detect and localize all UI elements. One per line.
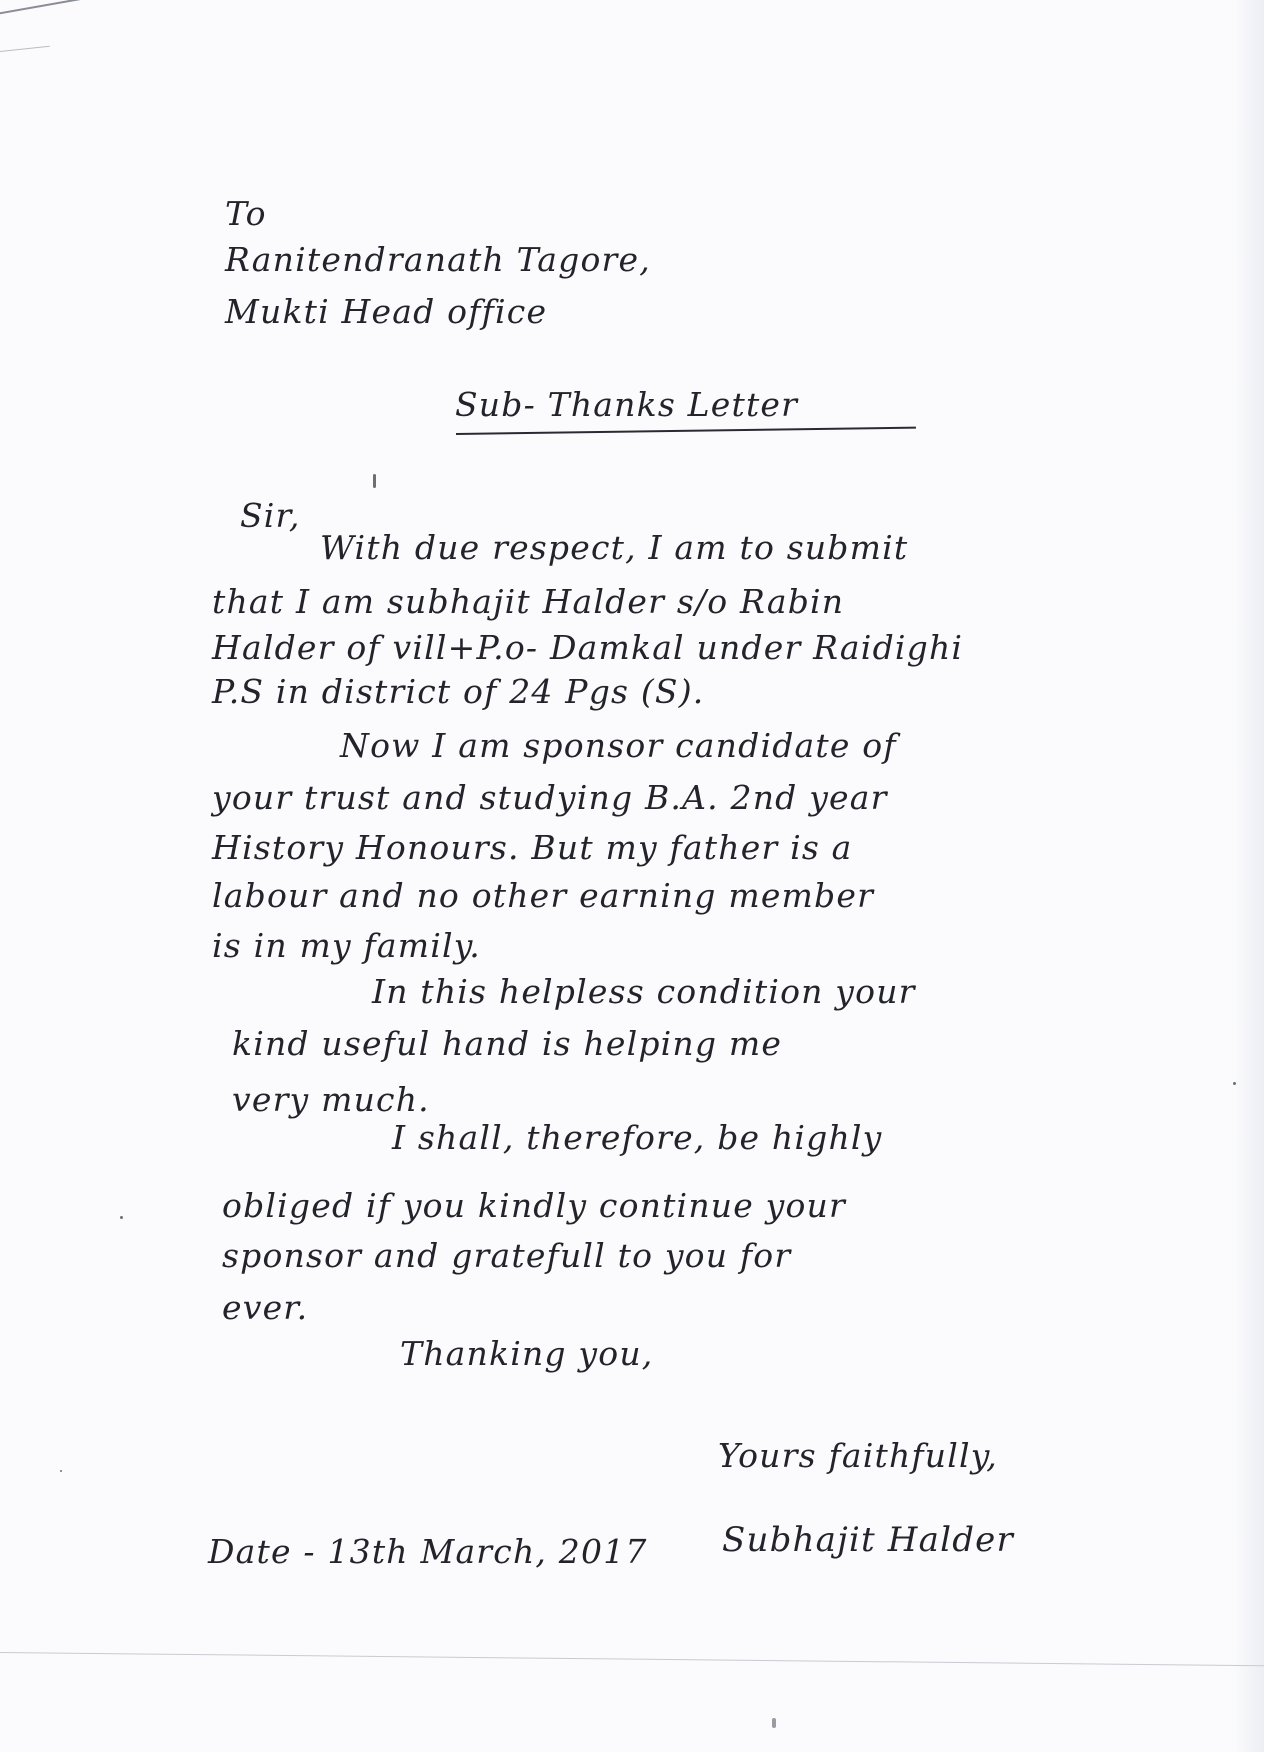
body-line: I shall, therefore, be highly <box>392 1118 883 1157</box>
ink-speck <box>120 1216 123 1219</box>
closing-line: Yours faithfully, <box>718 1436 998 1475</box>
thanking-line: Thanking you, <box>400 1334 654 1373</box>
subject-underline <box>456 427 916 435</box>
signature: Subhajit Halder <box>722 1520 1014 1560</box>
body-line: Now I am sponsor candidate of <box>340 726 897 765</box>
addressee-to: To <box>225 194 267 233</box>
body-line: In this helpless condition your <box>372 972 916 1011</box>
ink-speck <box>1233 1082 1236 1085</box>
body-line: P.S in district of 24 Pgs (S). <box>212 672 705 711</box>
body-line: very much. <box>232 1080 430 1119</box>
body-line: is in my family. <box>212 926 481 965</box>
body-line: ever. <box>222 1288 309 1327</box>
ink-speck <box>772 1718 776 1728</box>
paper-edge-shadow <box>1234 0 1264 1752</box>
body-line: kind useful hand is helping me <box>232 1024 783 1063</box>
letter-date: Date - 13th March, 2017 <box>208 1532 648 1571</box>
body-line: sponsor and gratefull to you for <box>222 1236 792 1275</box>
ink-speck <box>60 1470 62 1472</box>
paper-crease-top <box>0 0 197 16</box>
paper-crease-bottom <box>0 1652 1264 1666</box>
body-line: History Honours. But my father is a <box>212 828 853 867</box>
body-line: that I am subhajit Halder s/o Rabin <box>212 582 845 621</box>
body-line: With due respect, I am to submit <box>320 528 909 567</box>
paper-crease-top-small <box>0 46 50 53</box>
body-line: your trust and studying B.A. 2nd year <box>212 778 888 817</box>
body-line: Halder of vill+P.o- Damkal under Raidighi <box>212 628 964 667</box>
body-line: obliged if you kindly continue your <box>222 1186 846 1225</box>
salutation: Sir, <box>240 496 301 535</box>
subject-line-text: Sub- Thanks Letter <box>455 385 799 424</box>
ink-speck <box>373 474 376 488</box>
body-line: labour and no other earning member <box>212 876 875 915</box>
recipient-office: Mukti Head office <box>225 292 548 331</box>
recipient-name: Ranitendranath Tagore, <box>225 240 651 279</box>
